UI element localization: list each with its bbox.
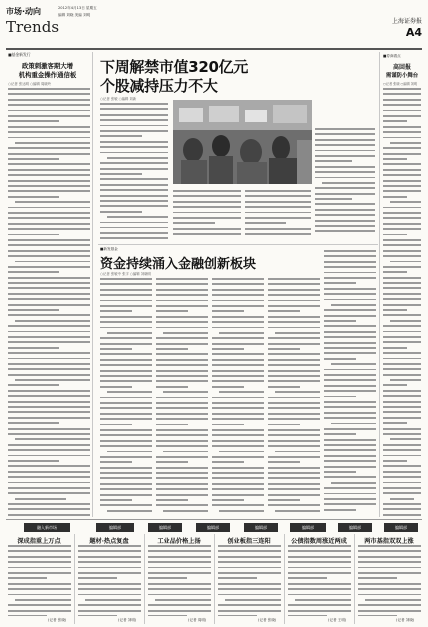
paper-name: 上海证券报 (391, 18, 422, 25)
left-headline-2: 机构重金操作通信板 (18, 71, 77, 79)
main-byline: ○记者 张敏 ○编辑 刘新 (100, 97, 137, 101)
main-story-col-4 (315, 128, 375, 236)
nav-top-rule (6, 519, 422, 520)
bottom-col-2-body (78, 545, 141, 616)
left-kicker: ■基金新发行 (8, 52, 31, 57)
nav-tab-8[interactable]: 编辑部 (384, 523, 418, 532)
nav-tab-4[interactable]: 编辑部 (196, 523, 230, 532)
main-story-bottom-rule (98, 244, 378, 245)
fund-title: 资金持续涌入金融创新板块 (100, 257, 257, 272)
bottom-divider-4 (284, 534, 285, 624)
nav-tab-3[interactable]: 编辑部 (148, 523, 182, 532)
bottom-col-3-sub: (记者 周明) (188, 618, 207, 622)
bottom-col-6-title: 两市基指双双上涨 (364, 538, 414, 545)
bottom-col-2-title: 题材·热点复盘 (89, 538, 129, 545)
bottom-col-1-body (8, 545, 71, 616)
bottom-divider-1 (74, 534, 75, 624)
bottom-divider-2 (144, 534, 145, 624)
right-kicker: ■券商看点 (383, 54, 401, 58)
main-title-1: 下周解禁市值320亿元 (100, 58, 249, 76)
main-title-2: 个股减持压力不大 (100, 77, 218, 95)
bottom-col-3-title: 工业品价格上扬 (157, 538, 201, 545)
nav-tab-2[interactable]: 编辑部 (96, 523, 134, 532)
fund-kicker: ■新发基金 (100, 247, 118, 251)
fund-col-3 (212, 278, 264, 514)
fund-col-1 (100, 278, 152, 514)
right-column-body (383, 88, 421, 516)
right-byline: ○记者 张晓 ○编辑 刘明 (383, 82, 418, 86)
fund-col-2 (156, 278, 208, 514)
main-story-col-1 (100, 103, 168, 228)
nav-tab-7[interactable]: 编辑部 (338, 523, 372, 532)
bottom-col-4-title: 创业板指三连阳 (227, 538, 271, 545)
main-story-col-5 (100, 232, 168, 244)
bottom-divider-5 (354, 534, 355, 624)
left-headline-1: 政策刺激客期大增 (21, 62, 74, 70)
fund-col-5 (324, 250, 376, 514)
right-headline-2: 需谨防小舞台 (385, 73, 419, 79)
bottom-divider-3 (214, 534, 215, 624)
bottom-col-5-body (288, 545, 351, 616)
bottom-col-5-sub: (记者 王明) (328, 618, 347, 622)
bottom-col-2-sub: (记者 刘明) (118, 618, 137, 622)
trends-title: Trends (6, 18, 60, 36)
bottom-col-1-title: 深成指重上万点 (17, 538, 61, 545)
nav-tab-5[interactable]: 编辑部 (244, 523, 278, 532)
left-byline: ○记者 张达明 ○编辑 周晓玲 (8, 82, 52, 86)
bottom-col-4-body (218, 545, 281, 616)
bottom-col-5-title: 公债指数周涨近两成 (291, 538, 347, 545)
page-header (6, 4, 422, 48)
bottom-col-3-body (148, 545, 211, 616)
header-rule (6, 48, 422, 50)
news-photo (173, 100, 312, 184)
bottom-col-6-body (358, 545, 421, 616)
left-column-body (8, 88, 90, 516)
main-story-col-3 (245, 190, 311, 236)
bottom-col-6-sub: (记者 刘晓) (396, 618, 415, 622)
editor-line: 编辑 刘晓 美编 刘明 (58, 13, 91, 17)
bottom-col-1-sub: (记者 张晓) (48, 618, 67, 622)
right-column-divider (379, 52, 380, 517)
nav-tab-1[interactable]: 融入新市场 (24, 523, 70, 532)
fund-col-4 (268, 278, 320, 514)
right-headline-1: 高回报 (392, 64, 411, 71)
section-label: 市场·动向 (6, 7, 42, 16)
page-number: A4 (405, 26, 422, 39)
date-line: 2012年4月13日 星期五 (58, 6, 97, 10)
nav-tab-6[interactable]: 编辑部 (290, 523, 326, 532)
main-story-col-2 (173, 190, 241, 236)
left-column-divider (92, 52, 93, 517)
fund-byline: ○记者 张敏中 张宇 ○编辑 刘晓明 (100, 272, 151, 276)
bottom-col-4-sub: (记者 张晓) (258, 618, 277, 622)
